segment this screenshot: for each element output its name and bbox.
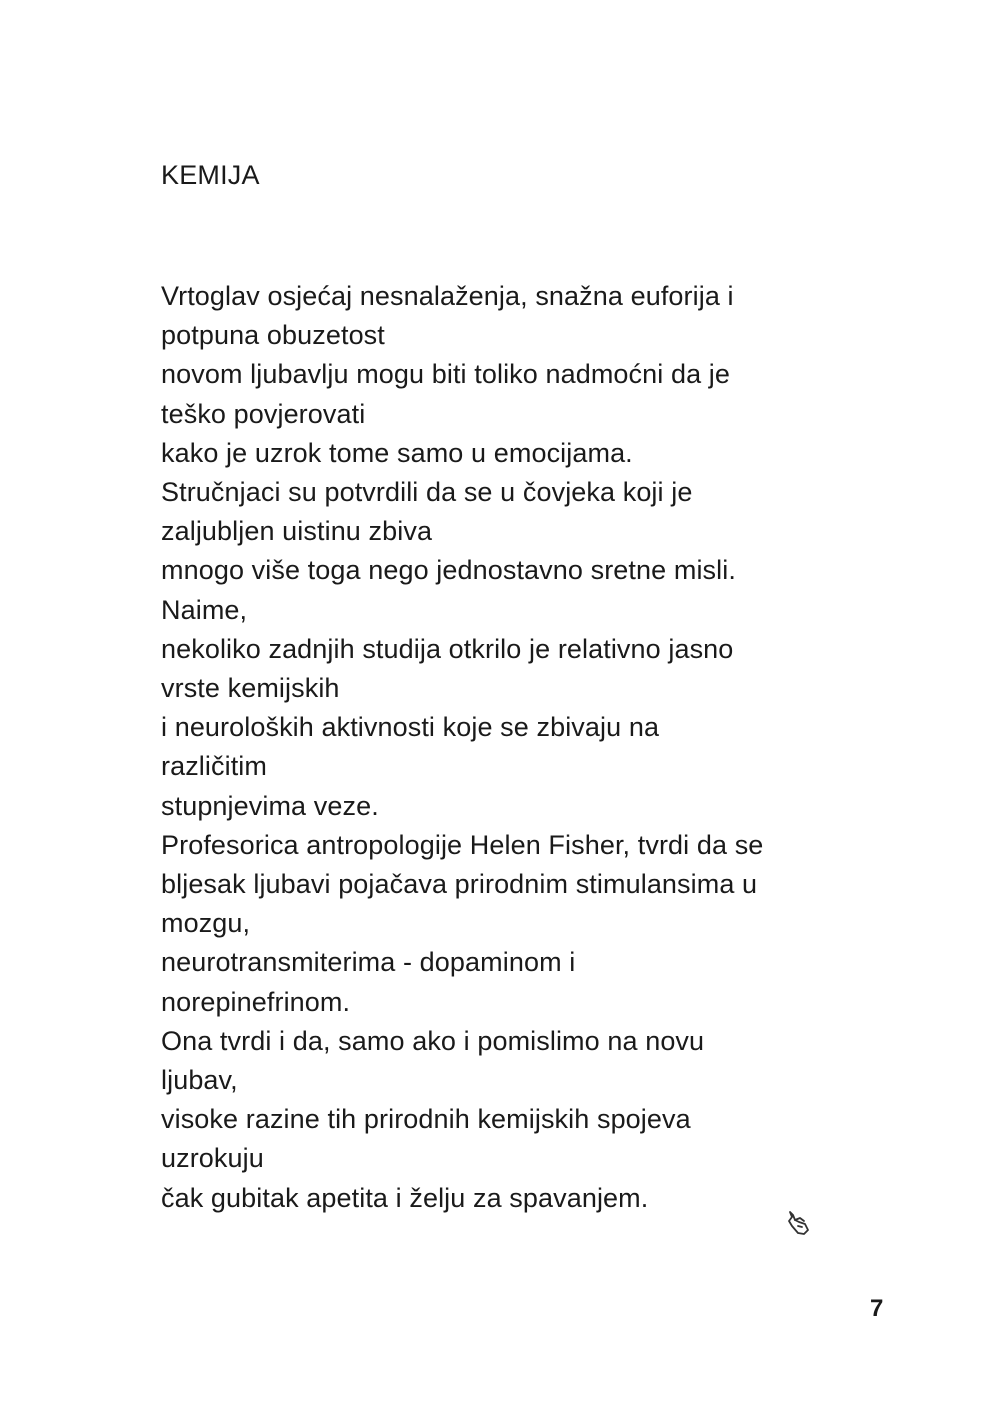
text-line: zaljubljen uistinu zbiva [161,516,433,547]
hand-ornament-icon [783,1208,813,1238]
text-line: novom ljubavlju mogu biti toliko nadmoćni da je [161,359,731,390]
text-line: neurotransmiterima - dopaminom i [161,947,576,978]
page-number: 7 [870,1295,884,1322]
text-line: Naime, [161,594,248,625]
text-line: kako je uzrok tome samo u emocijama. [161,437,633,468]
text-line: mnogo više toga nego jednostavno sretne misli. [161,555,736,586]
body-text [161,277,861,1218]
text-line: nekoliko zadnjih studija otkrilo je relativno jasno [161,633,734,664]
page-title: KEMIJA [161,160,260,190]
text-line: Stručnjaci su potvrdili da se u čovjeka koji je [161,477,693,508]
text-line: ljubav, [161,1065,238,1096]
text-line: različitim [161,751,267,782]
text-line: čak gubitak apetita i želju za spavanjem. [161,1182,649,1213]
text-line: Profesorica antropologije Helen Fisher, tvrdi da se [161,829,764,860]
text-line: mozgu, [161,908,251,939]
text-line: visoke razine tih prirodnih kemijskih spojeva [161,1104,691,1135]
text-line: Vrtoglav osjećaj nesnalaženja, snažna euforija i [161,281,734,311]
text-line: teško povjerovati [161,398,366,429]
text-line: uzrokuju [161,1143,264,1174]
text-line: Ona tvrdi i da, samo ako i pomislimo na novu [161,1025,705,1056]
text-line: i neuroloških aktivnosti koje se zbivaju na [161,712,660,743]
text-line: bljesak ljubavi pojačava prirodnim stimulansima u [161,869,758,900]
text-line: norepinefrinom. [161,986,351,1017]
text-line: vrste kemijskih [161,673,340,704]
text-line: potpuna obuzetost [161,320,385,351]
text-line: stupnjevima veze. [161,790,379,821]
